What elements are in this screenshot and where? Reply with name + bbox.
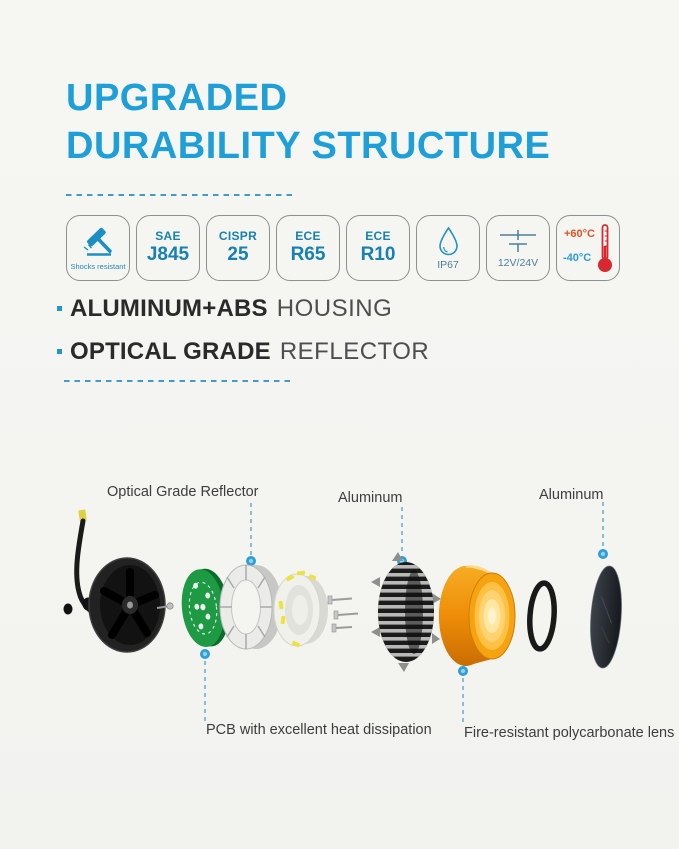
badge-standard: ECE xyxy=(365,229,391,244)
badge-standard: CISPR xyxy=(218,229,258,244)
o-ring-seal xyxy=(528,582,557,650)
badge-code: R10 xyxy=(360,243,396,265)
dashed-divider-top xyxy=(66,194,293,196)
led-module xyxy=(274,571,328,648)
badge-voltage xyxy=(486,215,550,281)
badge-code: R65 xyxy=(290,243,326,265)
label-aluminum-heatsink: Aluminum xyxy=(338,490,403,506)
bullet-square-icon xyxy=(57,306,62,311)
housing-back-cover xyxy=(89,558,165,652)
temp-low: -40°C xyxy=(563,252,592,264)
badge-caption: Shocks resistant xyxy=(70,261,126,271)
badge-ece-r10 xyxy=(346,215,410,281)
feature-regular-text: HOUSING xyxy=(276,295,393,322)
hammer-icon xyxy=(80,226,116,260)
label-optical-grade-reflector: Optical Grade Reflector xyxy=(107,484,259,500)
badge-caption: IP67 xyxy=(437,258,459,271)
title-line-1: UPGRADED xyxy=(66,77,288,119)
badge-ip67 xyxy=(416,215,480,281)
water-drop-icon xyxy=(436,226,461,256)
bullet-square-icon xyxy=(57,349,62,354)
badge-code: 25 xyxy=(227,243,249,265)
aluminum-bezel-disc xyxy=(587,565,624,669)
thermometer-icon xyxy=(596,222,614,274)
badge-sae-j845 xyxy=(136,215,200,281)
feature-reflector xyxy=(57,338,429,366)
badge-cispr-25 xyxy=(206,215,270,281)
amber-polycarbonate-lens xyxy=(439,566,515,666)
feature-bold-text: ALUMINUM+ABS xyxy=(70,295,268,322)
feature-bold-text: OPTICAL GRADE xyxy=(70,338,271,365)
label-lens: Fire-resistant polycarbonate lens xyxy=(464,725,675,741)
optical-reflector-ring xyxy=(220,565,282,649)
badge-code: J845 xyxy=(146,243,190,265)
badge-standard: SAE xyxy=(155,229,181,244)
label-aluminum-bezel: Aluminum xyxy=(539,487,604,503)
badge-ece-r65 xyxy=(276,215,340,281)
feature-housing xyxy=(57,295,392,323)
exploded-view-diagram xyxy=(0,455,679,795)
badge-caption: 12V/24V xyxy=(497,256,539,269)
certification-badge-row xyxy=(66,215,620,281)
badge-shock-resistant xyxy=(66,215,130,281)
temp-high: +60°C xyxy=(564,228,596,240)
battery-icon xyxy=(496,228,540,254)
badge-temperature-range xyxy=(556,215,620,281)
badge-standard: ECE xyxy=(295,229,321,244)
title-line-2: DURABILITY STRUCTURE xyxy=(66,125,551,167)
dashed-divider-bottom xyxy=(64,380,290,382)
assembly-screws xyxy=(328,596,358,632)
page-title xyxy=(66,74,550,170)
feature-regular-text: REFLECTOR xyxy=(279,338,430,365)
aluminum-heat-sink xyxy=(371,552,441,672)
label-pcb: PCB with excellent heat dissipation xyxy=(206,722,432,738)
